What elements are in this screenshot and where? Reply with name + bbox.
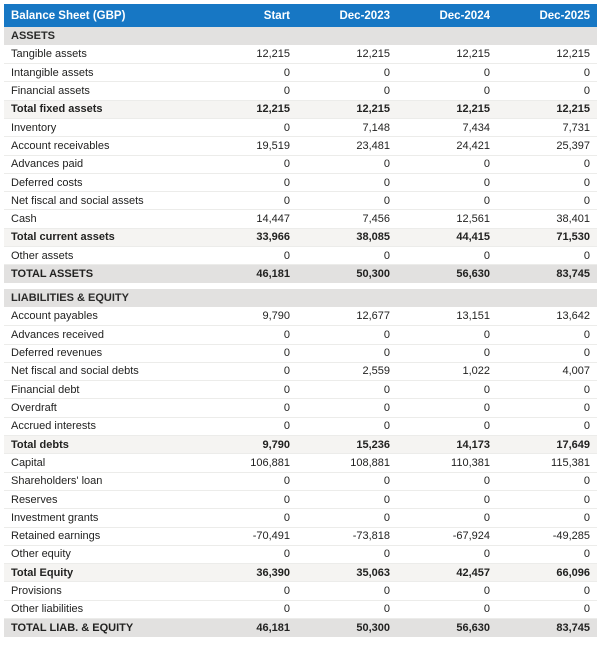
table-row bbox=[4, 210, 597, 228]
cell-value: 0 bbox=[197, 472, 297, 490]
cell-value: 0 bbox=[397, 399, 497, 417]
cell-value: 0 bbox=[297, 472, 397, 490]
cell-value: 0 bbox=[397, 582, 497, 600]
cell-value: 71,530 bbox=[497, 228, 597, 246]
cell-value: 13,642 bbox=[497, 307, 597, 325]
row-label: Shareholders' loan bbox=[4, 472, 197, 490]
table-row bbox=[4, 381, 597, 399]
cell-value: 0 bbox=[197, 509, 297, 527]
row-label: Reserves bbox=[4, 490, 197, 508]
table-row bbox=[4, 472, 597, 490]
table-row bbox=[4, 192, 597, 210]
cell-value: 33,966 bbox=[197, 228, 297, 246]
cell-value: 0 bbox=[297, 490, 397, 508]
cell-value: 0 bbox=[197, 155, 297, 173]
cell-value: 0 bbox=[397, 155, 497, 173]
cell-value: 0 bbox=[297, 582, 397, 600]
cell-value: 0 bbox=[397, 326, 497, 344]
cell-value: 0 bbox=[297, 545, 397, 563]
cell-value: 50,300 bbox=[297, 619, 397, 637]
row-label: Financial debt bbox=[4, 381, 197, 399]
subtotal-row bbox=[4, 100, 597, 118]
cell-value: 0 bbox=[297, 247, 397, 265]
cell-value: 4,007 bbox=[497, 362, 597, 380]
cell-value: 0 bbox=[197, 417, 297, 435]
cell-value: 0 bbox=[197, 326, 297, 344]
row-label: Net fiscal and social assets bbox=[4, 192, 197, 210]
cell-value: 66,096 bbox=[497, 564, 597, 582]
cell-value: 106,881 bbox=[197, 454, 297, 472]
grandtotal-row bbox=[4, 619, 597, 637]
cell-value: 12,215 bbox=[197, 45, 297, 63]
table-row bbox=[4, 545, 597, 563]
cell-value: 13,151 bbox=[397, 307, 497, 325]
cell-value: 7,434 bbox=[397, 118, 497, 136]
cell-value: 0 bbox=[497, 472, 597, 490]
cell-value: 0 bbox=[297, 192, 397, 210]
cell-value: 12,215 bbox=[297, 45, 397, 63]
row-label: Accrued interests bbox=[4, 417, 197, 435]
table-row bbox=[4, 399, 597, 417]
cell-value: 0 bbox=[297, 399, 397, 417]
cell-value: 0 bbox=[297, 64, 397, 82]
table-row bbox=[4, 64, 597, 82]
table-row bbox=[4, 155, 597, 173]
cell-value: 115,381 bbox=[497, 454, 597, 472]
cell-value: 0 bbox=[297, 600, 397, 618]
cell-value: 0 bbox=[497, 582, 597, 600]
column-header-dec2025: Dec-2025 bbox=[497, 4, 597, 27]
cell-value: 0 bbox=[397, 192, 497, 210]
cell-value: 42,457 bbox=[397, 564, 497, 582]
row-label: Inventory bbox=[4, 118, 197, 136]
row-label: Tangible assets bbox=[4, 45, 197, 63]
cell-value: 0 bbox=[197, 600, 297, 618]
cell-value: 17,649 bbox=[497, 436, 597, 454]
cell-value: 0 bbox=[197, 192, 297, 210]
cell-value: 24,421 bbox=[397, 137, 497, 155]
cell-value: 56,630 bbox=[397, 265, 497, 283]
section-label: ASSETS bbox=[4, 27, 597, 45]
cell-value: 25,397 bbox=[497, 137, 597, 155]
table-row bbox=[4, 344, 597, 362]
cell-value: 0 bbox=[497, 399, 597, 417]
cell-value: 0 bbox=[197, 490, 297, 508]
table-row bbox=[4, 82, 597, 100]
cell-value: 0 bbox=[397, 417, 497, 435]
cell-value: 108,881 bbox=[297, 454, 397, 472]
table-row bbox=[4, 326, 597, 344]
row-label: Retained earnings bbox=[4, 527, 197, 545]
section-header-row bbox=[4, 27, 597, 45]
cell-value: 12,215 bbox=[497, 45, 597, 63]
balance-sheet-body bbox=[4, 27, 597, 637]
cell-value: 0 bbox=[197, 118, 297, 136]
row-label: Overdraft bbox=[4, 399, 197, 417]
balance-sheet bbox=[4, 4, 597, 637]
table-row bbox=[4, 173, 597, 191]
cell-value: 0 bbox=[497, 82, 597, 100]
cell-value: 0 bbox=[397, 472, 497, 490]
cell-value: 110,381 bbox=[397, 454, 497, 472]
cell-value: 12,561 bbox=[397, 210, 497, 228]
table-row bbox=[4, 600, 597, 618]
cell-value: 0 bbox=[497, 509, 597, 527]
table-row bbox=[4, 362, 597, 380]
cell-value: 56,630 bbox=[397, 619, 497, 637]
table-title: Balance Sheet (GBP) bbox=[4, 4, 197, 27]
row-label: Total current assets bbox=[4, 228, 197, 246]
cell-value: -49,285 bbox=[497, 527, 597, 545]
row-label: Total debts bbox=[4, 436, 197, 454]
cell-value: 12,677 bbox=[297, 307, 397, 325]
cell-value: 9,790 bbox=[197, 436, 297, 454]
cell-value: 0 bbox=[497, 381, 597, 399]
table-row bbox=[4, 490, 597, 508]
cell-value: 12,215 bbox=[397, 100, 497, 118]
cell-value: 7,731 bbox=[497, 118, 597, 136]
cell-value: 7,456 bbox=[297, 210, 397, 228]
row-label: Deferred costs bbox=[4, 173, 197, 191]
cell-value: 0 bbox=[397, 64, 497, 82]
cell-value: 7,148 bbox=[297, 118, 397, 136]
cell-value: 0 bbox=[197, 545, 297, 563]
balance-sheet-table bbox=[4, 4, 597, 637]
section-label: LIABILITIES & EQUITY bbox=[4, 289, 597, 307]
cell-value: 0 bbox=[497, 545, 597, 563]
cell-value: 0 bbox=[497, 600, 597, 618]
subtotal-row bbox=[4, 436, 597, 454]
cell-value: 0 bbox=[297, 344, 397, 362]
table-row bbox=[4, 137, 597, 155]
cell-value: 14,173 bbox=[397, 436, 497, 454]
row-label: TOTAL LIAB. & EQUITY bbox=[4, 619, 197, 637]
subtotal-row bbox=[4, 228, 597, 246]
cell-value: 0 bbox=[497, 64, 597, 82]
cell-value: 0 bbox=[497, 192, 597, 210]
row-label: Capital bbox=[4, 454, 197, 472]
cell-value: 0 bbox=[197, 247, 297, 265]
row-label: Intangible assets bbox=[4, 64, 197, 82]
cell-value: 36,390 bbox=[197, 564, 297, 582]
row-label: Net fiscal and social debts bbox=[4, 362, 197, 380]
cell-value: 0 bbox=[397, 545, 497, 563]
subtotal-row bbox=[4, 564, 597, 582]
cell-value: 0 bbox=[297, 82, 397, 100]
cell-value: 0 bbox=[397, 490, 497, 508]
table-header-row bbox=[4, 4, 597, 27]
row-label: Advances received bbox=[4, 326, 197, 344]
cell-value: 44,415 bbox=[397, 228, 497, 246]
table-row bbox=[4, 45, 597, 63]
cell-value: 46,181 bbox=[197, 619, 297, 637]
cell-value: 0 bbox=[297, 326, 397, 344]
cell-value: 12,215 bbox=[497, 100, 597, 118]
cell-value: 2,559 bbox=[297, 362, 397, 380]
section-header-row bbox=[4, 289, 597, 307]
cell-value: -70,491 bbox=[197, 527, 297, 545]
cell-value: 38,085 bbox=[297, 228, 397, 246]
row-label: Deferred revenues bbox=[4, 344, 197, 362]
cell-value: 38,401 bbox=[497, 210, 597, 228]
cell-value: 0 bbox=[197, 582, 297, 600]
cell-value: 0 bbox=[497, 247, 597, 265]
cell-value: 23,481 bbox=[297, 137, 397, 155]
row-label: Financial assets bbox=[4, 82, 197, 100]
row-label: Other equity bbox=[4, 545, 197, 563]
cell-value: 0 bbox=[197, 399, 297, 417]
cell-value: 0 bbox=[397, 509, 497, 527]
column-header-start: Start bbox=[197, 4, 297, 27]
cell-value: 0 bbox=[397, 344, 497, 362]
cell-value: 12,215 bbox=[197, 100, 297, 118]
cell-value: 0 bbox=[497, 173, 597, 191]
table-row bbox=[4, 509, 597, 527]
cell-value: 0 bbox=[497, 490, 597, 508]
cell-value: 46,181 bbox=[197, 265, 297, 283]
grandtotal-row bbox=[4, 265, 597, 283]
cell-value: 0 bbox=[197, 173, 297, 191]
table-row bbox=[4, 247, 597, 265]
cell-value: 1,022 bbox=[397, 362, 497, 380]
cell-value: 0 bbox=[397, 381, 497, 399]
cell-value: 0 bbox=[397, 173, 497, 191]
cell-value: -73,818 bbox=[297, 527, 397, 545]
row-label: TOTAL ASSETS bbox=[4, 265, 197, 283]
cell-value: -67,924 bbox=[397, 527, 497, 545]
cell-value: 0 bbox=[397, 82, 497, 100]
table-row bbox=[4, 417, 597, 435]
cell-value: 83,745 bbox=[497, 619, 597, 637]
cell-value: 0 bbox=[297, 381, 397, 399]
cell-value: 15,236 bbox=[297, 436, 397, 454]
cell-value: 0 bbox=[197, 64, 297, 82]
table-row bbox=[4, 527, 597, 545]
cell-value: 0 bbox=[197, 381, 297, 399]
cell-value: 0 bbox=[497, 417, 597, 435]
cell-value: 0 bbox=[297, 173, 397, 191]
row-label: Advances paid bbox=[4, 155, 197, 173]
cell-value: 12,215 bbox=[397, 45, 497, 63]
cell-value: 0 bbox=[197, 344, 297, 362]
cell-value: 19,519 bbox=[197, 137, 297, 155]
cell-value: 12,215 bbox=[297, 100, 397, 118]
cell-value: 14,447 bbox=[197, 210, 297, 228]
row-label: Account receivables bbox=[4, 137, 197, 155]
cell-value: 50,300 bbox=[297, 265, 397, 283]
cell-value: 0 bbox=[197, 82, 297, 100]
cell-value: 0 bbox=[497, 326, 597, 344]
table-row bbox=[4, 307, 597, 325]
column-header-dec2023: Dec-2023 bbox=[297, 4, 397, 27]
cell-value: 9,790 bbox=[197, 307, 297, 325]
cell-value: 0 bbox=[397, 247, 497, 265]
cell-value: 0 bbox=[497, 155, 597, 173]
table-row bbox=[4, 582, 597, 600]
row-label: Provisions bbox=[4, 582, 197, 600]
cell-value: 0 bbox=[397, 600, 497, 618]
row-label: Investment grants bbox=[4, 509, 197, 527]
cell-value: 83,745 bbox=[497, 265, 597, 283]
row-label: Account payables bbox=[4, 307, 197, 325]
cell-value: 0 bbox=[297, 417, 397, 435]
row-label: Cash bbox=[4, 210, 197, 228]
cell-value: 0 bbox=[197, 362, 297, 380]
row-label: Total fixed assets bbox=[4, 100, 197, 118]
table-row bbox=[4, 118, 597, 136]
row-label: Other assets bbox=[4, 247, 197, 265]
table-row bbox=[4, 454, 597, 472]
cell-value: 0 bbox=[297, 509, 397, 527]
cell-value: 0 bbox=[497, 344, 597, 362]
cell-value: 0 bbox=[297, 155, 397, 173]
cell-value: 35,063 bbox=[297, 564, 397, 582]
row-label: Other liabilities bbox=[4, 600, 197, 618]
column-header-dec2024: Dec-2024 bbox=[397, 4, 497, 27]
row-label: Total Equity bbox=[4, 564, 197, 582]
